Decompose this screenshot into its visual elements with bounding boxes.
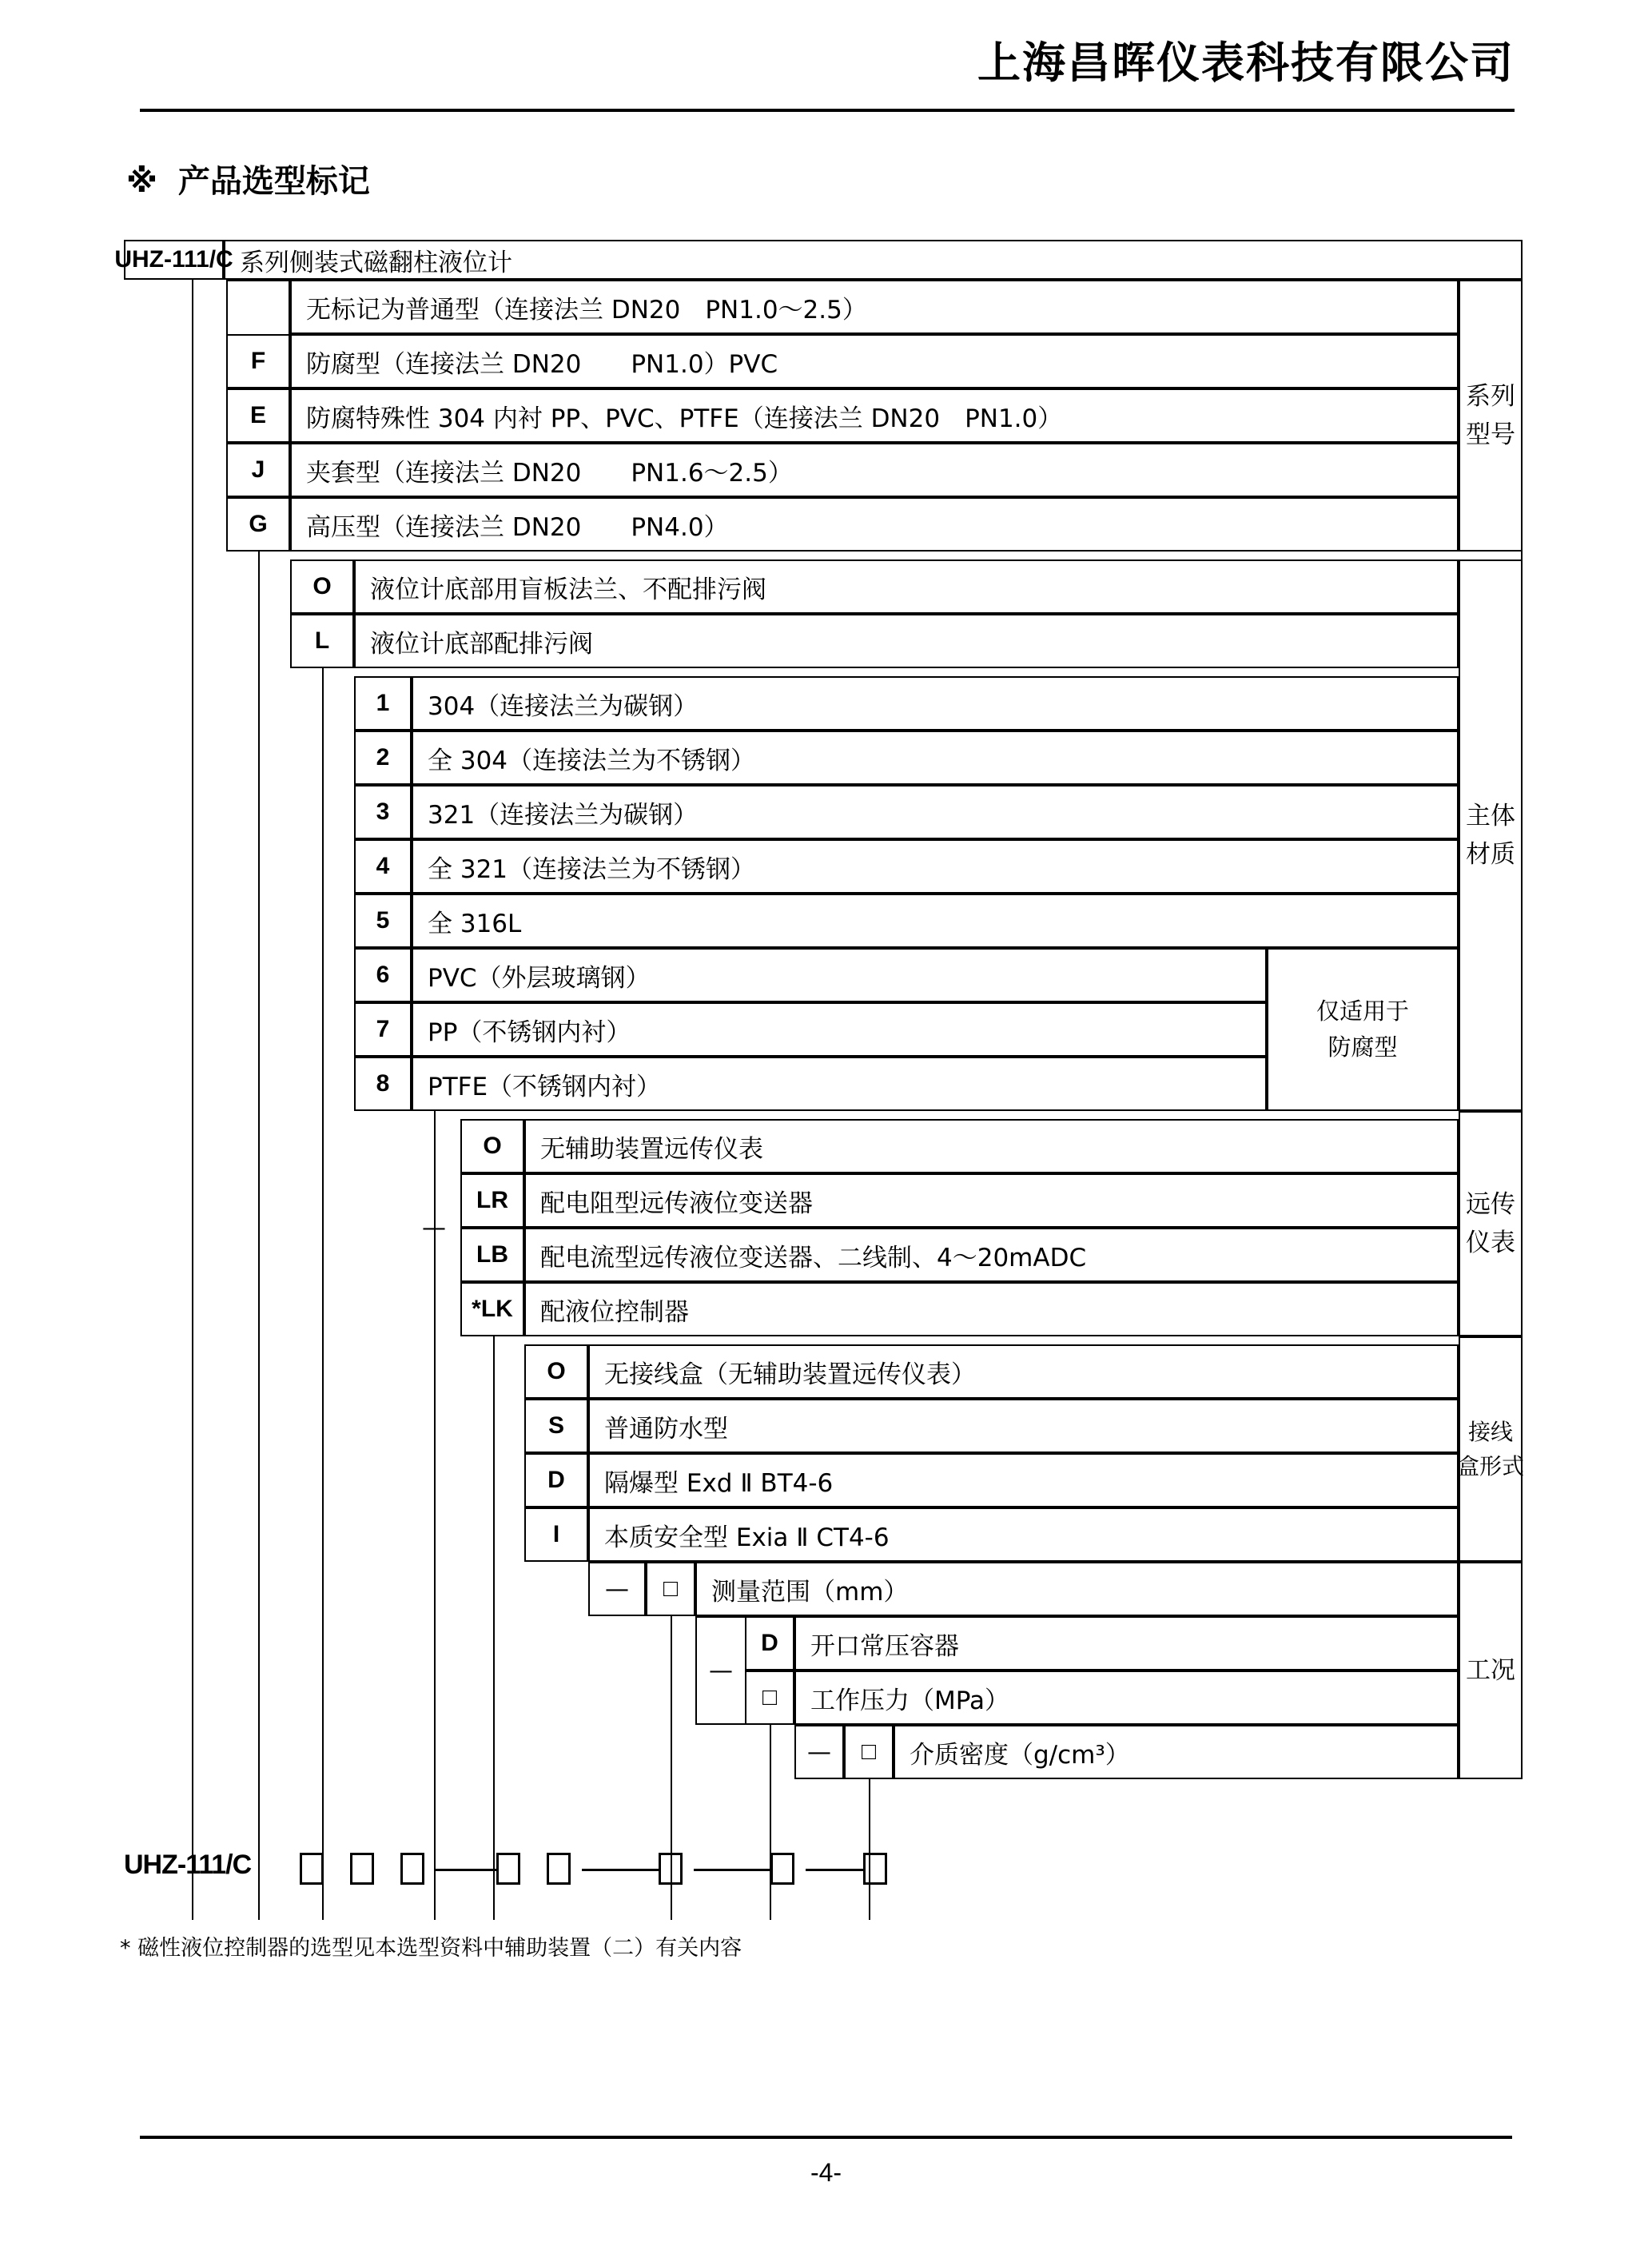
material-note-line1: 仅适用于 (1316, 998, 1409, 1025)
junction-desc-3: 本质安全型 Exia Ⅱ CT4-6 (588, 1507, 1459, 1562)
junction-code-1: S (524, 1399, 588, 1453)
material-desc-2: 321（连接法兰为碳钢） (412, 785, 1459, 839)
order-code-string (124, 1838, 923, 1902)
condition-dash-0: — (588, 1562, 646, 1616)
series-desc-3: 夹套型（连接法兰 DN20 PN1.6～2.5） (290, 443, 1459, 497)
order-code-dash-2 (582, 1869, 659, 1871)
order-code-box-7[interactable] (770, 1853, 794, 1885)
order-code-dash-1 (436, 1869, 496, 1871)
material-desc-3: 全 321（连接法兰为不锈钢） (412, 839, 1459, 894)
spine-material (322, 668, 324, 1920)
remote-desc-2: 配电流型远传液位变送器、二线制、4～20mADC (524, 1228, 1459, 1282)
model-description-cell: 系列侧装式磁翻柱液位计 (224, 240, 1523, 280)
condition-code-2: □ (745, 1671, 794, 1725)
order-code-box-2[interactable] (350, 1853, 374, 1885)
order-code-dash-3 (694, 1869, 770, 1871)
material-code-1: 2 (354, 731, 412, 785)
order-code-dash-4 (806, 1869, 863, 1871)
remote-code-1: LR (460, 1173, 524, 1228)
category-remote-line2: 仪表 (1466, 1229, 1515, 1257)
material-code-0: 1 (354, 676, 412, 731)
remote-desc-1: 配电阻型远传液位变送器 (524, 1173, 1459, 1228)
junction-code-0: O (524, 1344, 588, 1399)
footer-divider (140, 2136, 1512, 2139)
remote-code-0: O (460, 1119, 524, 1173)
series-desc-1: 防腐型（连接法兰 DN20 PN1.0）PVC (290, 334, 1459, 388)
junction-desc-0: 无接线盒（无辅助装置远传仪表） (588, 1344, 1459, 1399)
category-series-model (1459, 280, 1523, 552)
page-number: -4- (810, 2158, 842, 2187)
order-code-box-3[interactable] (400, 1853, 424, 1885)
material-desc-6: PP（不锈钢内衬） (412, 1002, 1267, 1057)
category-condition (1459, 1562, 1523, 1779)
category-series-model-line2: 型号 (1466, 420, 1515, 449)
category-series-model-line1: 系列 (1466, 381, 1515, 411)
material-code-2: 3 (354, 785, 412, 839)
condition-desc-0: 测量范围（mm） (695, 1562, 1459, 1616)
company-name: 上海昌晖仪表科技有限公司 (977, 38, 1515, 88)
diagram-right-border (1521, 240, 1523, 1779)
series-code-2: E (226, 388, 290, 443)
series-code-0 (226, 280, 290, 334)
drain-code-1: L (290, 614, 354, 668)
model-code-cell: UHZ-111/C (124, 240, 224, 280)
condition-code-1: D (745, 1616, 794, 1671)
page-title (126, 156, 370, 201)
material-desc-4: 全 316L (412, 894, 1459, 948)
order-code-box-8[interactable] (863, 1853, 887, 1885)
order-code-box-5[interactable] (547, 1853, 571, 1885)
spine-drain (258, 552, 260, 1920)
material-desc-1: 全 304（连接法兰为不锈钢） (412, 731, 1459, 785)
category-junction-line2: 盒形式 (1457, 1453, 1525, 1479)
condition-code-3: □ (844, 1725, 894, 1779)
condition-desc-1: 开口常压容器 (794, 1616, 1459, 1671)
material-note-line2: 防腐型 (1328, 1033, 1398, 1061)
condition-code-0: □ (646, 1562, 695, 1616)
category-remote-instrument (1459, 1111, 1523, 1336)
footnote: * 磁性液位控制器的选型见本选型资料中辅助装置（二）有关内容 (120, 1936, 742, 1961)
order-code-box-1[interactable] (300, 1853, 324, 1885)
condition-desc-2: 工作压力（MPa） (794, 1671, 1459, 1725)
reference-mark-icon: ※ (126, 163, 157, 200)
header-divider (140, 109, 1515, 112)
order-code-box-4[interactable] (496, 1853, 520, 1885)
condition-dash-1: — (695, 1616, 745, 1725)
category-body-material-line1: 主体 (1466, 801, 1515, 830)
material-code-3: 4 (354, 839, 412, 894)
junction-desc-1: 普通防水型 (588, 1399, 1459, 1453)
drain-code-0: O (290, 560, 354, 614)
material-note (1267, 948, 1459, 1111)
page-header (140, 29, 1515, 117)
order-code-box-6[interactable] (659, 1853, 683, 1885)
material-desc-5: PVC（外层玻璃钢） (412, 948, 1267, 1002)
category-junction-box (1459, 1336, 1523, 1562)
junction-desc-2: 隔爆型 Exd Ⅱ BT4-6 (588, 1453, 1459, 1507)
remote-code-3: *LK (460, 1282, 524, 1336)
remote-code-2: LB (460, 1228, 524, 1282)
category-body-material-line2: 材质 (1466, 840, 1515, 869)
condition-dash-3: — (794, 1725, 844, 1779)
series-desc-2: 防腐特殊性 304 内衬 PP、PVC、PTFE（连接法兰 DN20 PN1.0） (290, 388, 1459, 443)
drain-desc-0: 液位计底部用盲板法兰、不配排污阀 (354, 560, 1459, 614)
series-code-4: G (226, 497, 290, 552)
order-code-prefix: UHZ-111/C (124, 1850, 252, 1880)
remote-prefix-dash: — (422, 1213, 446, 1242)
spine-junction (493, 1336, 495, 1920)
condition-desc-3: 介质密度（g/cm³） (894, 1725, 1459, 1779)
category-remote-line1: 远传 (1466, 1189, 1515, 1219)
series-code-3: J (226, 443, 290, 497)
junction-code-2: D (524, 1453, 588, 1507)
category-body-material (1459, 560, 1523, 1111)
material-desc-7: PTFE（不锈钢内衬） (412, 1057, 1267, 1111)
material-code-4: 5 (354, 894, 412, 948)
section-title-text: 产品选型标记 (177, 163, 370, 200)
category-condition-label: 工况 (1466, 1655, 1515, 1685)
remote-desc-0: 无辅助装置远传仪表 (524, 1119, 1459, 1173)
series-desc-4: 高压型（连接法兰 DN20 PN4.0） (290, 497, 1459, 552)
series-desc-0: 无标记为普通型（连接法兰 DN20 PN1.0～2.5） (290, 280, 1459, 334)
material-code-5: 6 (354, 948, 412, 1002)
spine-series (192, 280, 193, 1920)
material-code-6: 7 (354, 1002, 412, 1057)
junction-code-3: I (524, 1507, 588, 1562)
selection-code-diagram (114, 240, 1525, 1838)
material-desc-0: 304（连接法兰为碳钢） (412, 676, 1459, 731)
category-junction-line1: 接线 (1467, 1418, 1513, 1445)
series-code-1: F (226, 334, 290, 388)
material-code-7: 8 (354, 1057, 412, 1111)
drain-desc-1: 液位计底部配排污阀 (354, 614, 1459, 668)
remote-desc-3: 配液位控制器 (524, 1282, 1459, 1336)
